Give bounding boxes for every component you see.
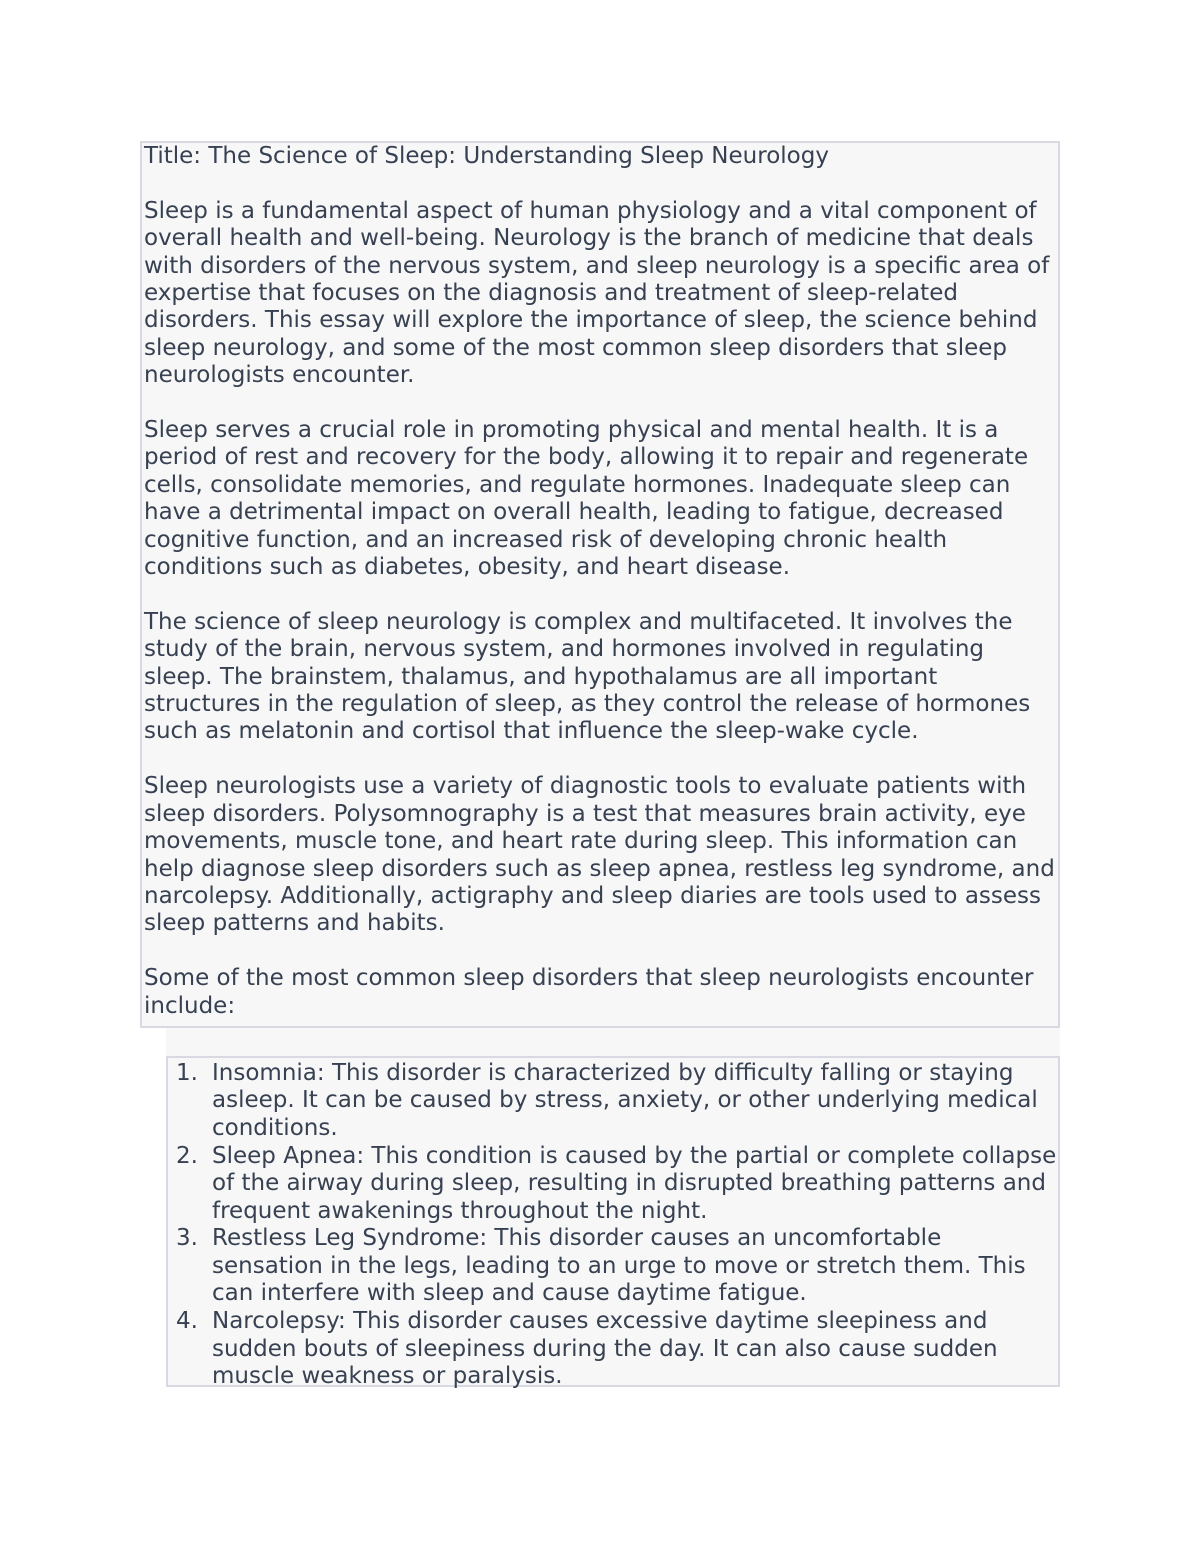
list-item [168,1143,1058,1225]
block-separator [166,1028,1060,1056]
list-item-text: Insomnia: This disorder is characterized by difficulty falling or staying asleep. It can be caused by stress, anxiety, or other underlying medical conditions. [212,1060,1038,1141]
list-item-text: Sleep Apnea: This condition is caused by the partial or complete collapse of the airway during sleep, resulting in disrupted breathing patterns and frequent awakenings throughout the night. [212,1142,1057,1224]
paragraph-science: The science of sleep neurology is complex and multifaceted. It involves the study of the brain, nervous system, and hormones involved in regulating sleep. The brainstem, thalamus, and hypothalamus are all important structures in the regulation of sleep, as they control the release of hormones such as melatonin and cortisol that influence the sleep-wake cycle. [144,608,1031,745]
list-item [168,1308,1058,1390]
list-item [168,1225,1058,1307]
disorders-list [168,1060,1058,1390]
essay-text-block [140,141,1060,1028]
disorders-list-block [166,1056,1060,1387]
paragraph-intro: Sleep is a fundamental aspect of human physiology and a vital component of overall health and well-being. Neurology is the branch of medicine that deals with disorders of the nervous system, and sleep neurology is a specific area of expertise that focuses on the diagnosis and treatment of sleep-related disorders. This essay will explore the importance of sleep, the science behind sleep neurology, and some of the most common sleep disorders that sleep neurologists encounter. [144,197,1050,389]
paragraph-importance: Sleep serves a crucial role in promoting physical and mental health. It is a period of rest and recovery for the body, allowing it to repair and regenerate cells, consolidate memories, and regulate hormones. Inadequate sleep can have a detrimental impact on overall health, leading to fatigue, decreased cognitive function, and an increased risk of developing chronic health conditions such as diabetes, obesity, and heart disease. [144,417,1029,581]
list-item-number: 3. [176,1225,198,1252]
paragraph-list-intro: Some of the most common sleep disorders that sleep neurologists encounter include: [144,965,1034,1019]
list-item-text: Restless Leg Syndrome: This disorder causes an uncomfortable sensation in the legs, leading to an urge to move or stretch them. This can interfere with sleep and cause daytime fatigue. [212,1225,1026,1307]
list-item-number: 2. [176,1142,198,1169]
list-item-text: Narcolepsy: This disorder causes excessive daytime sleepiness and sudden bouts of sleepiness during the day. It can also cause sudden muscle weakness or paralysis. [212,1308,998,1389]
document-title: Title: The Science of Sleep: Understanding Sleep Neurology [144,143,829,169]
list-item [168,1060,1058,1142]
list-item-number: 4. [176,1308,198,1335]
paragraph-diagnostics: Sleep neurologists use a variety of diagnostic tools to evaluate patients with sleep disorders. Polysomnography is a test that measures brain activity, eye movements, muscle tone, and heart rate during sleep. This information can help diagnose sleep disorders such as sleep apnea, restless leg syndrome, and narcolepsy. Additionally, actigraphy and sleep diaries are tools used to assess sleep patterns and habits. [144,773,1055,937]
list-item-number: 1. [176,1060,198,1086]
